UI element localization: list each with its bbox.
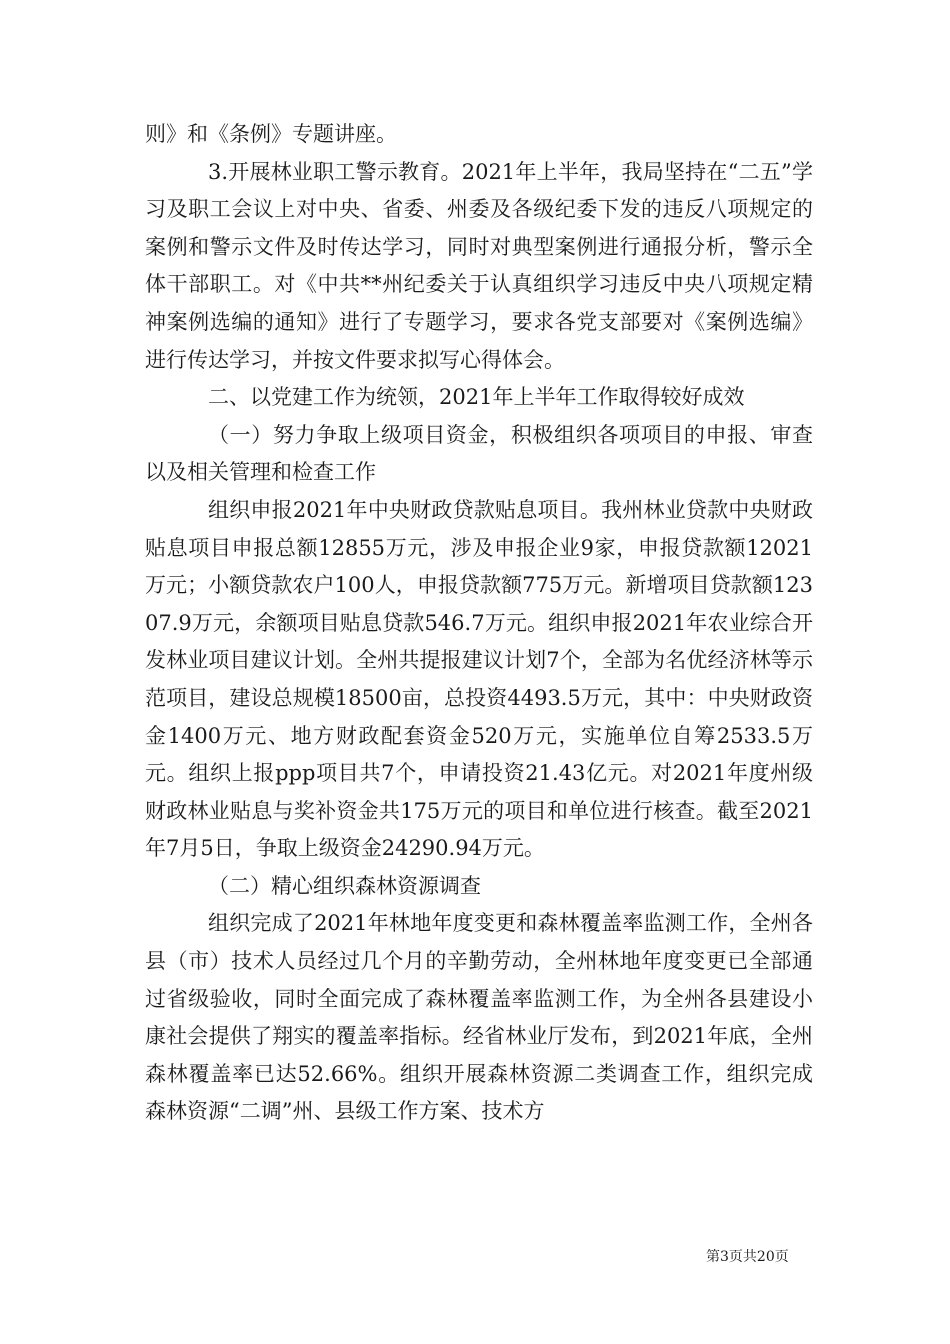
paragraph-forest-survey: 组织完成了2021年林地年度变更和森林覆盖率监测工作，全州各县（市）技术人员经过几个月的辛勤劳动，全州林地年度变更已全部通过省级验收，同时全面完成了森林覆盖率监测工作，为全州各县建设小康社会提供了翔实的覆盖率指标。经省林业厅发布，到2021年底，全州森林覆盖率已达52.66%。组织开展森林资源二类调查工作，组织完成森林资源“二调”州、县级工作方案、技术方 <box>145 911 813 1124</box>
paragraph-project-funding: 组织申报2021年中央财政贷款贴息项目。我州林业贷款中央财政贴息项目申报总额12855万元，涉及申报企业9家，申报贷款额12021万元；小额贷款农户100人，申报贷款额775万元。新增项目贷款额12307.9万元，余额项目贴息贷款546.7万元。组织申报2021年农业综合开发林业项目建议计划。全州共提报建议计划7个，全部为名优经济林等示范项目，建设总规模18500亩，总投资4493.5万元，其中：中央财政资金1400万元、地方财政配套资金520万元，实施单位自筹2533.5万元。组织上报ppp项目共7个，申请投资21.43亿元。对2021年度州级财政林业贴息与奖补资金共175万元的项目和单位进行核查。截至2021年7月5日，争取上级资金24290.94万元。 <box>145 497 813 861</box>
paragraph-warning-education: 3.开展林业职工警示教育。2021年上半年，我局坚持在“二五”学习及职工会议上对中央、省委、州委及各级纪委下发的违反八项规定的案例和警示文件及时传达学习，同时对典型案例进行通报分析，警示全体干部职工。对《中共**州纪委关于认真组织学习违反中央八项规定精神案例选编的通知》进行了专题学习，要求各党支部要对《案例选编》进行传达学习，并按文件要求拟写心得体会。 <box>145 159 813 372</box>
subsection-heading-2: （二）精心组织森林资源调查 <box>208 873 481 898</box>
document-body <box>145 116 813 1131</box>
section-heading-2: 二、以党建工作为统领，2021年上半年工作取得较好成效 <box>208 385 745 410</box>
subsection-heading-1: （一）努力争取上级项目资金，积极组织各项项目的申报、审查以及相关管理和检查工作 <box>145 422 813 485</box>
page-number-footer: 第3页共20页 <box>706 1249 789 1265</box>
paragraph-continuation: 则》和《条例》专题讲座。 <box>145 122 397 146</box>
